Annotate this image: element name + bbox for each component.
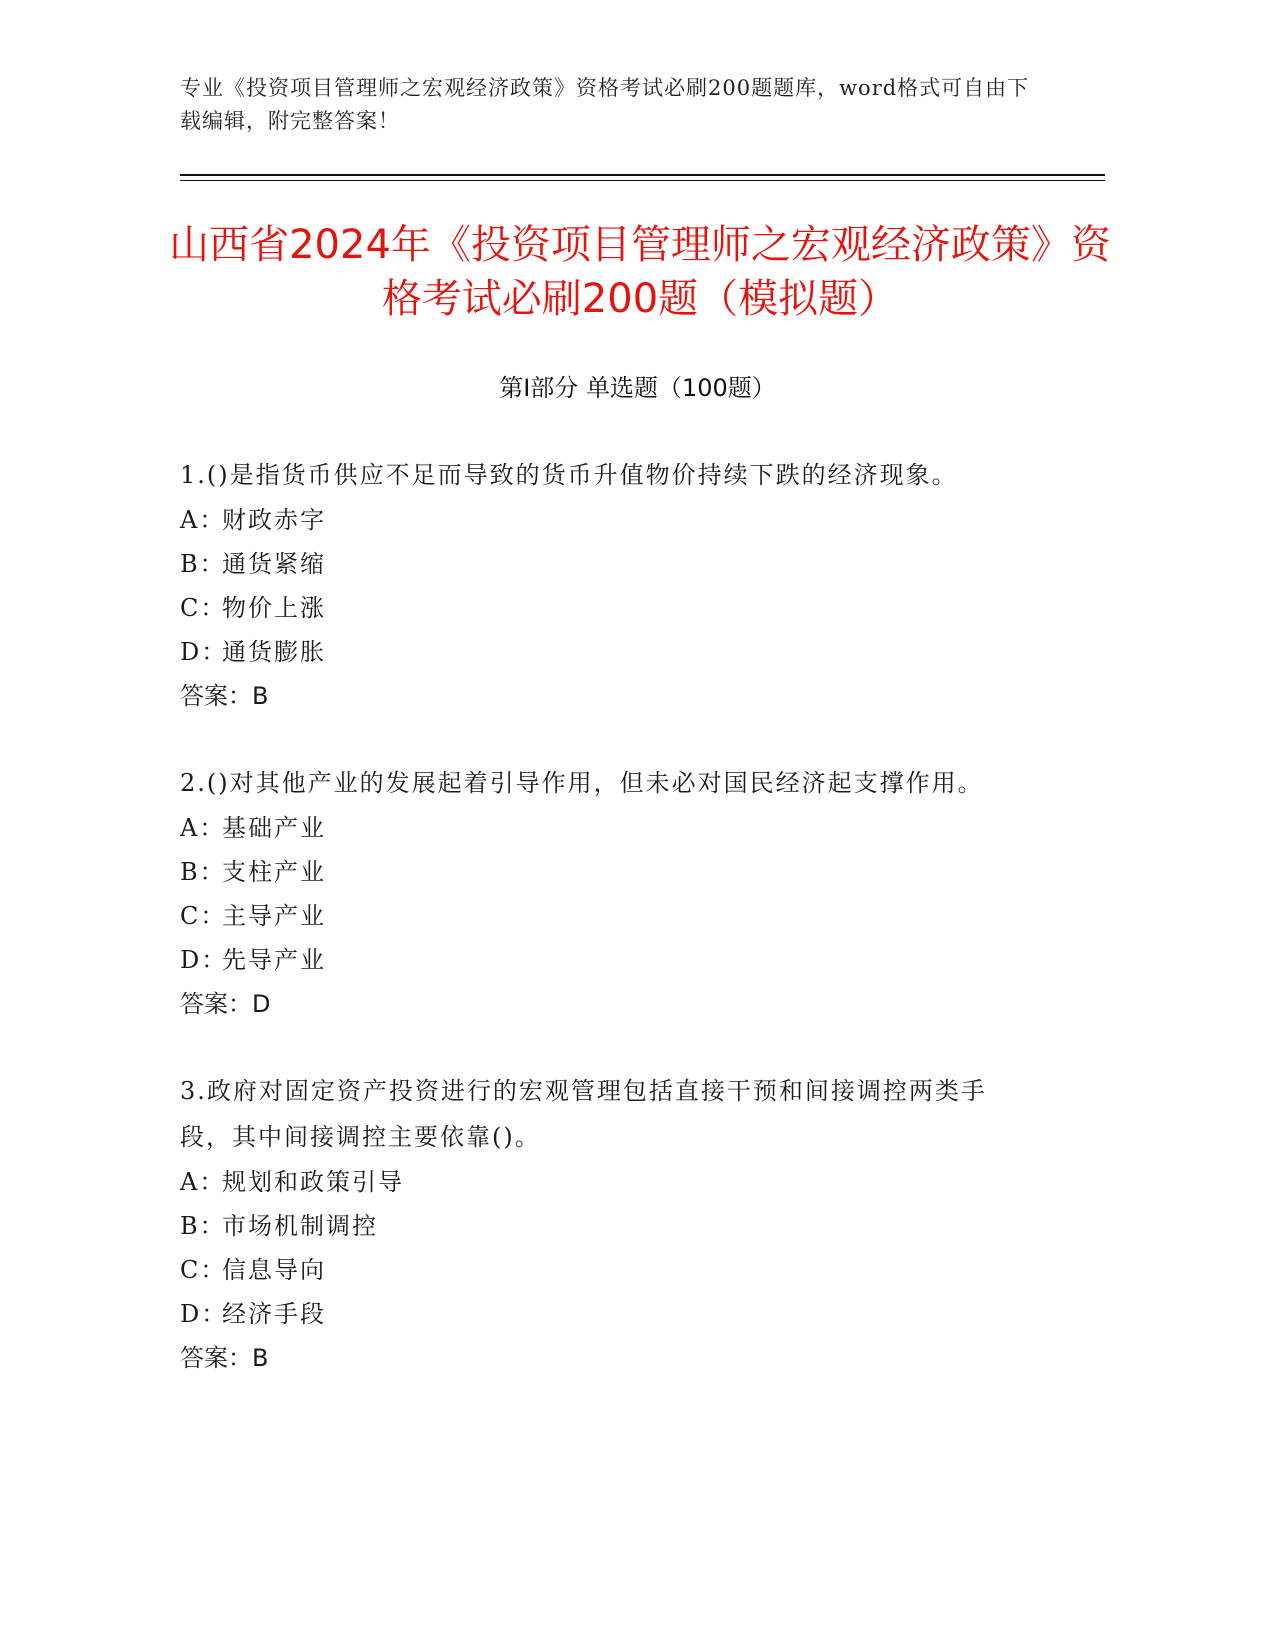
option-text: 信息导向	[222, 1256, 326, 1284]
option-key: B：	[180, 858, 226, 886]
option-b	[180, 850, 1020, 894]
option-text: 财政赤字	[222, 506, 326, 534]
option-key: D：	[180, 1300, 228, 1328]
option-text: 先导产业	[222, 946, 326, 974]
option-c	[180, 586, 1020, 630]
option-key: C：	[180, 594, 227, 622]
option-d	[180, 630, 1020, 674]
option-text: 支柱产业	[222, 858, 326, 886]
option-key: D：	[180, 638, 228, 666]
document-title: 山西省2024年《投资项目管理师之宏观经济政策》资格考试必刷200题（模拟题）	[169, 222, 1111, 322]
answer: 答案：B	[180, 1344, 269, 1372]
header-rule-thick	[180, 174, 1105, 176]
option-b	[180, 542, 1020, 586]
option-a	[180, 806, 1020, 850]
option-key: D：	[180, 946, 228, 974]
option-text: 基础产业	[222, 814, 326, 842]
header-note: 专业《投资项目管理师之宏观经济政策》资格考试必刷200题题库，word格式可自由下载编辑，附完整答案！	[180, 76, 1030, 133]
option-text: 市场机制调控	[222, 1212, 378, 1240]
answer: 答案：B	[180, 682, 269, 710]
option-key: A：	[180, 814, 226, 842]
option-text: 主导产业	[222, 902, 326, 930]
option-text: 经济手段	[222, 1300, 326, 1328]
question-3	[180, 1068, 1020, 1380]
option-key: C：	[180, 902, 227, 930]
question-stem: 1.()是指货币供应不足而导致的货币升值物价持续下跌的经济现象。	[180, 461, 958, 489]
answer: 答案：D	[180, 990, 271, 1018]
option-text: 通货膨胀	[222, 638, 326, 666]
question-stem: 3.政府对固定资产投资进行的宏观管理包括直接干预和间接调控两类手段，其中间接调控主要依靠()。	[180, 1077, 987, 1151]
option-d	[180, 938, 1020, 982]
option-d	[180, 1292, 1020, 1336]
option-c	[180, 1248, 1020, 1292]
option-a	[180, 1160, 1020, 1204]
section-title: 第Ⅰ部分 单选题（100题）	[499, 374, 776, 402]
option-c	[180, 894, 1020, 938]
option-key: A：	[180, 506, 226, 534]
header-rule-thin	[180, 180, 1105, 181]
option-text: 物价上涨	[222, 594, 326, 622]
option-key: A：	[180, 1168, 226, 1196]
question-stem: 2.()对其他产业的发展起着引导作用，但未必对国民经济起支撑作用。	[180, 769, 984, 797]
option-a	[180, 498, 1020, 542]
question-list	[180, 452, 1020, 1422]
option-key: B：	[180, 550, 226, 578]
option-text: 通货紧缩	[222, 550, 326, 578]
question-1	[180, 452, 1020, 718]
option-b	[180, 1204, 1020, 1248]
option-key: C：	[180, 1256, 227, 1284]
option-key: B：	[180, 1212, 226, 1240]
question-2	[180, 760, 1020, 1026]
option-text: 规划和政策引导	[222, 1168, 404, 1196]
